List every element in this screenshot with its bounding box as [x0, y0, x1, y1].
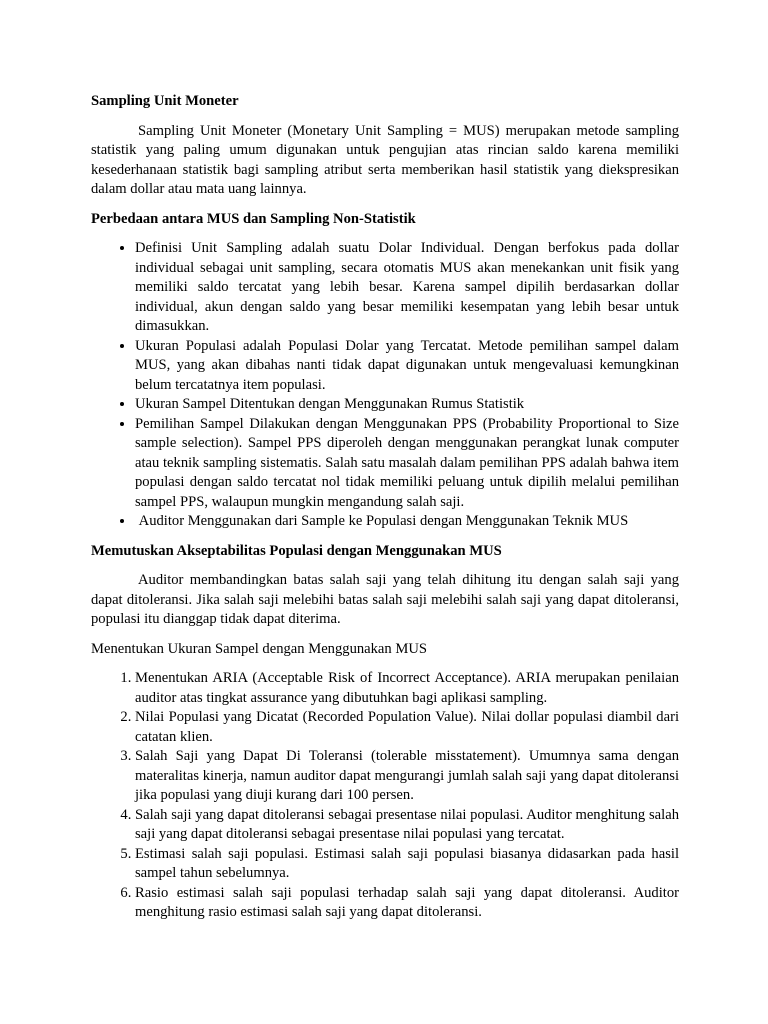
heading-perbedaan: Perbedaan antara MUS dan Sampling Non-Statistik	[91, 210, 416, 227]
heading-memutuskan: Memutuskan Akseptabilitas Populasi dengan Menggunakan MUS	[91, 542, 502, 559]
list-item: 2. Nilai Populasi yang Dicatat (Recorded Population Value). Nilai dollar populasi diambil dari catatan klien.	[135, 708, 679, 747]
list-item: 5. Estimasi salah saji populasi. Estimasi salah saji populasi biasanya didasarkan pada hasil sampel tahun sebelumnya.	[135, 845, 679, 884]
list-item: • Ukuran Populasi adalah Populasi Dolar yang Tercatat. Metode pemilihan sampel dalam MUS, yang akan dibahas nanti tidak dapat digunakan untuk mengevaluasi kemungkinan belum tercatatnya item populasi.	[135, 337, 679, 396]
list-item: • Pemilihan Sampel Dilakukan dengan Menggunakan PPS (Probability Proportional to Size sample selection). Sampel PPS diperoleh dengan menggunakan perangkat lunak computer atau teknik sampling sistematis. Salah satu masalah dalam pemilihan PPS adalah bahwa item populasi dengan saldo tercatat nol tidak memiliki peluang untuk dipilih melalui pemilihan sampel PPS, walaupun mungkin mengandung salah saji.	[135, 415, 679, 513]
list-item: 1. Menentukan ARIA (Acceptable Risk of Incorrect Acceptance). ARIA merupakan penilaian auditor atas tingkat assurance yang dibutuhkan bagi aplikasi sampling.	[135, 669, 679, 708]
steps-list	[91, 669, 679, 923]
list-item: • Definisi Unit Sampling adalah suatu Dolar Individual. Dengan berfokus pada dollar individual sebagai unit sampling, secara otomatis MUS akan menekankan unit fisik yang memiliki saldo tercatat yang lebih besar. Karena sampel dipilih berdasarkan dollar individual, akun dengan saldo yang besar memiliki kesempatan yang lebih besar untuk dimasukkan.	[135, 239, 679, 337]
acceptability-paragraph: Auditor membandingkan batas salah saji yang telah dihitung itu dengan salah saji yang dapat ditoleransi. Jika salah saji melebihi batas salah saji melebihi salah saji yang dapat ditoleransi, populasi itu dianggap tidak dapat diterima.	[91, 572, 679, 627]
heading-sampling-unit-moneter: Sampling Unit Moneter	[91, 93, 239, 109]
document-body	[91, 92, 679, 933]
differences-list	[91, 239, 679, 532]
intro-paragraph: Sampling Unit Moneter (Monetary Unit Sampling = MUS) merupakan metode sampling statistik yang paling umum digunakan untuk pengujian atas rincian saldo karena memiliki kesederhanaan statistik bagi sampling atribut serta memberikan hasil statistik yang diekspresikan dalam dollar atau mata uang lainnya.	[91, 122, 679, 197]
list-item: 3. Salah Saji yang Dapat Di Toleransi (tolerable misstatement). Umumnya sama dengan materalitas kinerja, namun auditor dapat mengurangi jumlah salah saji yang dapat ditoleransi jika populasi yang diuji kurang dari 100 persen.	[135, 747, 679, 806]
list-item: • Auditor Menggunakan dari Sample ke Populasi dengan Menggunakan Teknik MUS	[135, 512, 679, 532]
list-item: • Ukuran Sampel Ditentukan dengan Menggunakan Rumus Statistik	[135, 395, 679, 415]
list-item: 4. Salah saji yang dapat ditoleransi sebagai presentase nilai populasi. Auditor menghitung salah saji yang dapat ditoleransi sebagai presentase nilai populasi yang tercatat.	[135, 806, 679, 845]
list-item: 6. Rasio estimasi salah saji populasi terhadap salah saji yang dapat ditoleransi. Auditor menghitung rasio estimasi salah saji yang dapat ditoleransi.	[135, 884, 679, 923]
heading-menentukan: Menentukan Ukuran Sampel dengan Menggunakan MUS	[91, 640, 427, 657]
